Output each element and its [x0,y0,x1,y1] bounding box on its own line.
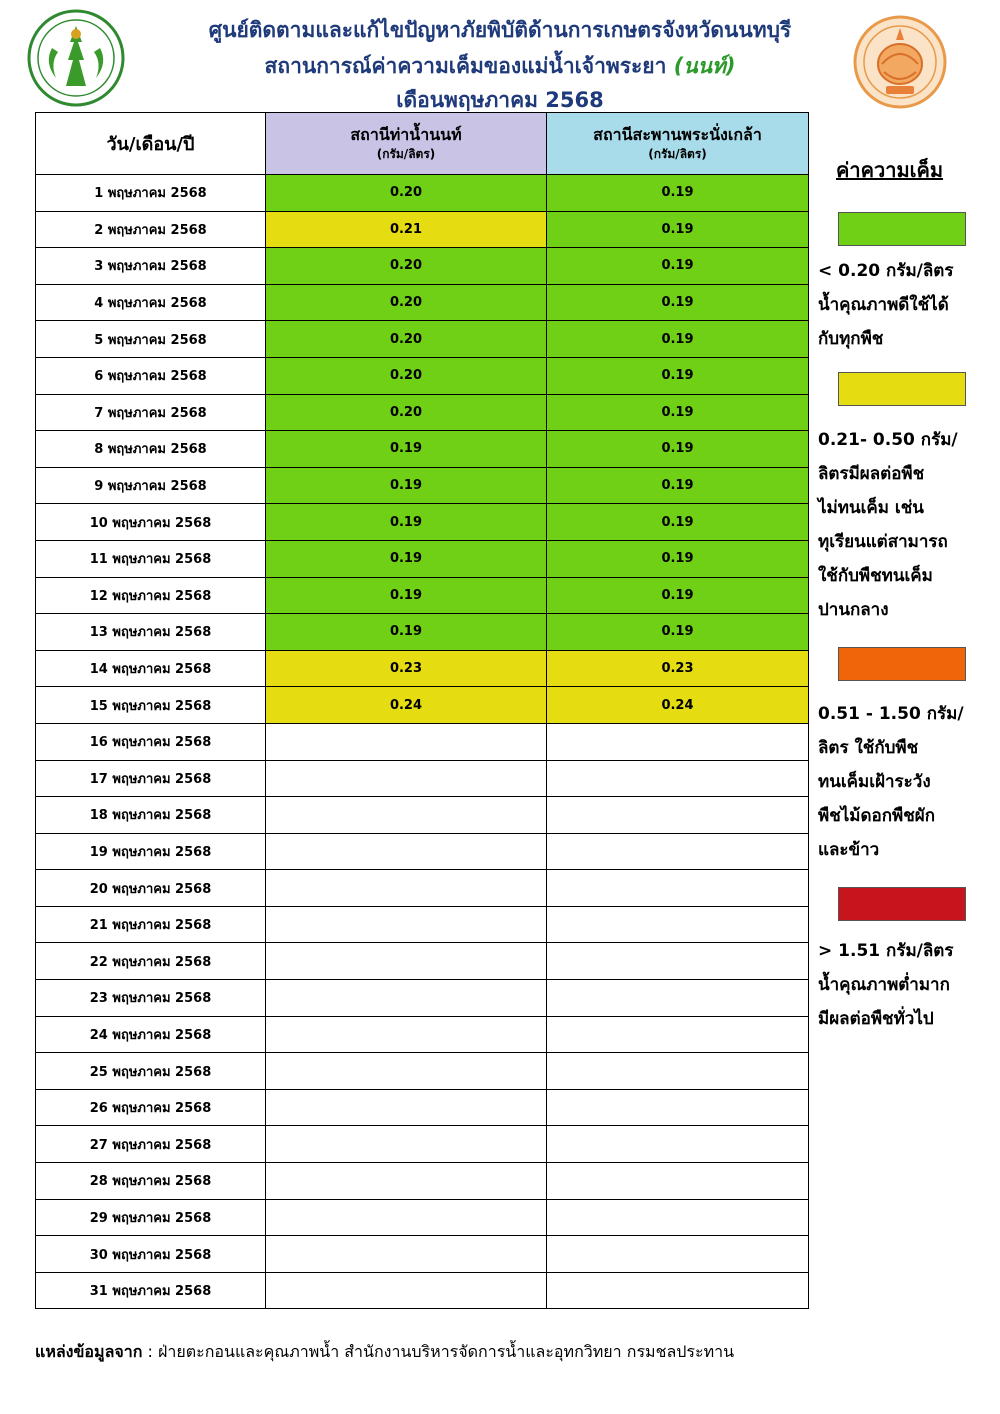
station-a-value [266,1163,547,1200]
station-b-value [547,1163,809,1200]
station-a-value [266,1272,547,1309]
date-cell: 28 พฤษภาคม 2568 [36,1163,266,1200]
station-b-value: 0.19 [547,394,809,431]
date-cell: 15 พฤษภาคม 2568 [36,687,266,724]
date-cell: 9 พฤษภาคม 2568 [36,467,266,504]
table-row [36,1199,809,1236]
station-b-value: 0.19 [547,467,809,504]
date-column-header: วัน/เดือน/ปี [36,113,266,175]
table-row [36,870,809,907]
table-row [36,467,809,504]
station-a-unit: (กรัม/ลิตร) [376,146,436,161]
legend-line: ทุเรียนแต่สามารถ [818,532,948,552]
station-a-value [266,980,547,1017]
station-b-value: 0.19 [547,321,809,358]
station-a-value [266,760,547,797]
table-row [36,797,809,834]
station-a-value: 0.20 [266,175,547,212]
date-cell: 27 พฤษภาคม 2568 [36,1126,266,1163]
station-a-value [266,1126,547,1163]
date-cell: 14 พฤษภาคม 2568 [36,650,266,687]
legend-line: พืชไม้ดอกพืชผัก [818,806,936,826]
station-b-value [547,833,809,870]
station-b-value [547,1199,809,1236]
station-b-value [547,1272,809,1309]
legend-title: ค่าความเค็ม [836,158,944,182]
station-b-value [547,943,809,980]
table-row [36,284,809,321]
station-b-value [547,906,809,943]
legend-line: ใช้กับพืชทนเค็ม [818,566,933,586]
station-b-value: 0.19 [547,175,809,212]
station-a-value: 0.20 [266,284,547,321]
station-b-value: 0.24 [547,687,809,724]
legend-line: น้ำคุณภาพดีใช้ได้ [818,295,949,315]
station-a-value [266,943,547,980]
station-b-value: 0.19 [547,357,809,394]
legend-line: ลิตรมีผลต่อพืช [818,464,925,484]
date-cell: 8 พฤษภาคม 2568 [36,431,266,468]
date-cell: 1 พฤษภาคม 2568 [36,175,266,212]
table-row [36,577,809,614]
station-b-value [547,723,809,760]
station-a-value [266,906,547,943]
legend-text [818,934,988,1036]
station-b-value [547,1126,809,1163]
source-footer [35,1340,734,1365]
legend-line: 0.21- 0.50 กรัม/ [818,430,958,450]
station-a-header [266,113,547,175]
legend-line: กับทุกพืช [818,329,884,349]
table-row [36,906,809,943]
legend-text [818,254,988,356]
table-row [36,540,809,577]
date-cell: 24 พฤษภาคม 2568 [36,1016,266,1053]
station-b-value [547,1089,809,1126]
legend-line: ปานกลาง [818,600,889,620]
date-cell: 31 พฤษภาคม 2568 [36,1272,266,1309]
legend-line: น้ำคุณภาพต่ำมาก [818,975,950,995]
station-b-value: 0.19 [547,504,809,541]
date-cell: 30 พฤษภาคม 2568 [36,1236,266,1273]
station-b-value: 0.19 [547,614,809,651]
table-row [36,723,809,760]
table-row [36,943,809,980]
date-cell: 29 พฤษภาคม 2568 [36,1199,266,1236]
date-cell: 21 พฤษภาคม 2568 [36,906,266,943]
station-a-value: 0.19 [266,577,547,614]
date-cell: 5 พฤษภาคม 2568 [36,321,266,358]
station-a-name: สถานีท่าน้ำนนท์ [350,124,462,144]
month-title: เดือนพฤษภาคม 2568 [396,88,604,112]
date-cell: 6 พฤษภาคม 2568 [36,357,266,394]
station-a-value: 0.21 [266,211,547,248]
station-b-value [547,870,809,907]
table-row [36,248,809,285]
date-cell: 10 พฤษภาคม 2568 [36,504,266,541]
subtitle-main: สถานการณ์ค่าความเค็มของแม่น้ำเจ้าพระยา [264,54,667,78]
station-a-value: 0.19 [266,431,547,468]
legend-line: 0.51 - 1.50 กรัม/ [818,704,964,724]
nonthaburi-seal-logo [852,14,948,110]
ministry-seal-logo [22,8,130,108]
table-row [36,504,809,541]
legend-swatch [838,212,966,246]
table-row [36,650,809,687]
date-cell: 4 พฤษภาคม 2568 [36,284,266,321]
station-b-value: 0.19 [547,431,809,468]
date-cell: 23 พฤษภาคม 2568 [36,980,266,1017]
date-cell: 22 พฤษภาคม 2568 [36,943,266,980]
date-cell: 12 พฤษภาคม 2568 [36,577,266,614]
subtitle-station: (นนท์) [673,54,736,78]
date-cell: 2 พฤษภาคม 2568 [36,211,266,248]
date-cell: 18 พฤษภาคม 2568 [36,797,266,834]
station-b-header [547,113,809,175]
station-a-value [266,870,547,907]
table-row [36,321,809,358]
legend-text [818,697,988,867]
station-b-value [547,1053,809,1090]
date-cell: 25 พฤษภาคม 2568 [36,1053,266,1090]
date-cell: 3 พฤษภาคม 2568 [36,248,266,285]
table-row [36,357,809,394]
date-cell: 17 พฤษภาคม 2568 [36,760,266,797]
station-b-value [547,1236,809,1273]
table-row [36,614,809,651]
station-b-value: 0.19 [547,540,809,577]
table-row [36,1053,809,1090]
station-b-value: 0.19 [547,211,809,248]
legend-line: ลิตร ใช้กับพืช [818,738,919,758]
source-label: แหล่งข้อมูลจาก [35,1342,143,1361]
table-row [36,1163,809,1200]
station-b-value [547,980,809,1017]
station-a-value: 0.19 [266,467,547,504]
station-a-value [266,1016,547,1053]
date-cell: 26 พฤษภาคม 2568 [36,1089,266,1126]
table-row [36,431,809,468]
page-subtitle [140,50,860,83]
station-b-value: 0.19 [547,284,809,321]
source-text: : ฝ่ายตะกอนและคุณภาพน้ำ สำนักงานบริหารจัดการน้ำและอุทกวิทยา กรมชลประทาน [142,1342,735,1361]
station-a-value [266,1236,547,1273]
station-a-value: 0.23 [266,650,547,687]
station-a-value: 0.20 [266,248,547,285]
station-a-value: 0.20 [266,394,547,431]
station-a-value: 0.24 [266,687,547,724]
page-title: ศูนย์ติดตามและแก้ไขปัญหาภัยพิบัติด้านการเกษตรจังหวัดนนทบุรี [208,18,792,42]
table-row [36,1016,809,1053]
legend-swatch [838,372,966,406]
station-b-value: 0.19 [547,248,809,285]
salinity-table [35,112,809,1309]
station-a-value [266,833,547,870]
table-row [36,1089,809,1126]
station-b-value: 0.19 [547,577,809,614]
table-row [36,1126,809,1163]
station-a-value [266,1089,547,1126]
station-a-value [266,797,547,834]
date-cell: 11 พฤษภาคม 2568 [36,540,266,577]
legend-text [818,423,988,627]
table-row [36,1236,809,1273]
station-b-unit: (กรัม/ลิตร) [648,146,707,161]
date-cell: 19 พฤษภาคม 2568 [36,833,266,870]
station-a-value [266,1199,547,1236]
table-row [36,687,809,724]
station-b-value [547,797,809,834]
station-a-value [266,723,547,760]
station-b-value [547,760,809,797]
table-row [36,211,809,248]
station-b-value [547,1016,809,1053]
station-a-value: 0.20 [266,321,547,358]
station-a-value: 0.19 [266,540,547,577]
station-a-value: 0.19 [266,504,547,541]
table-row [36,175,809,212]
table-row [36,833,809,870]
legend-swatch [838,887,966,921]
date-cell: 20 พฤษภาคม 2568 [36,870,266,907]
station-b-value: 0.23 [547,650,809,687]
table-row [36,394,809,431]
table-body [36,175,809,1309]
table-row [36,980,809,1017]
date-cell: 7 พฤษภาคม 2568 [36,394,266,431]
legend-line: < 0.20 กรัม/ลิตร [818,261,954,281]
station-b-name: สถานีสะพานพระนั่งเกล้า [593,124,762,144]
legend-line: มีผลต่อพืชทั่วไป [818,1009,934,1029]
legend-line: > 1.51 กรัม/ลิตร [818,941,954,961]
station-a-value [266,1053,547,1090]
legend-line: และข้าว [818,840,880,860]
table-row [36,1272,809,1309]
legend-line: ทนเค็มเฝ้าระวัง [818,772,931,792]
date-cell: 16 พฤษภาคม 2568 [36,723,266,760]
legend-line: ไม่ทนเค็ม เช่น [818,498,924,518]
legend-swatch [838,647,966,681]
station-a-value: 0.19 [266,614,547,651]
table-row [36,760,809,797]
date-cell: 13 พฤษภาคม 2568 [36,614,266,651]
table-header-row [36,113,809,175]
station-a-value: 0.20 [266,357,547,394]
